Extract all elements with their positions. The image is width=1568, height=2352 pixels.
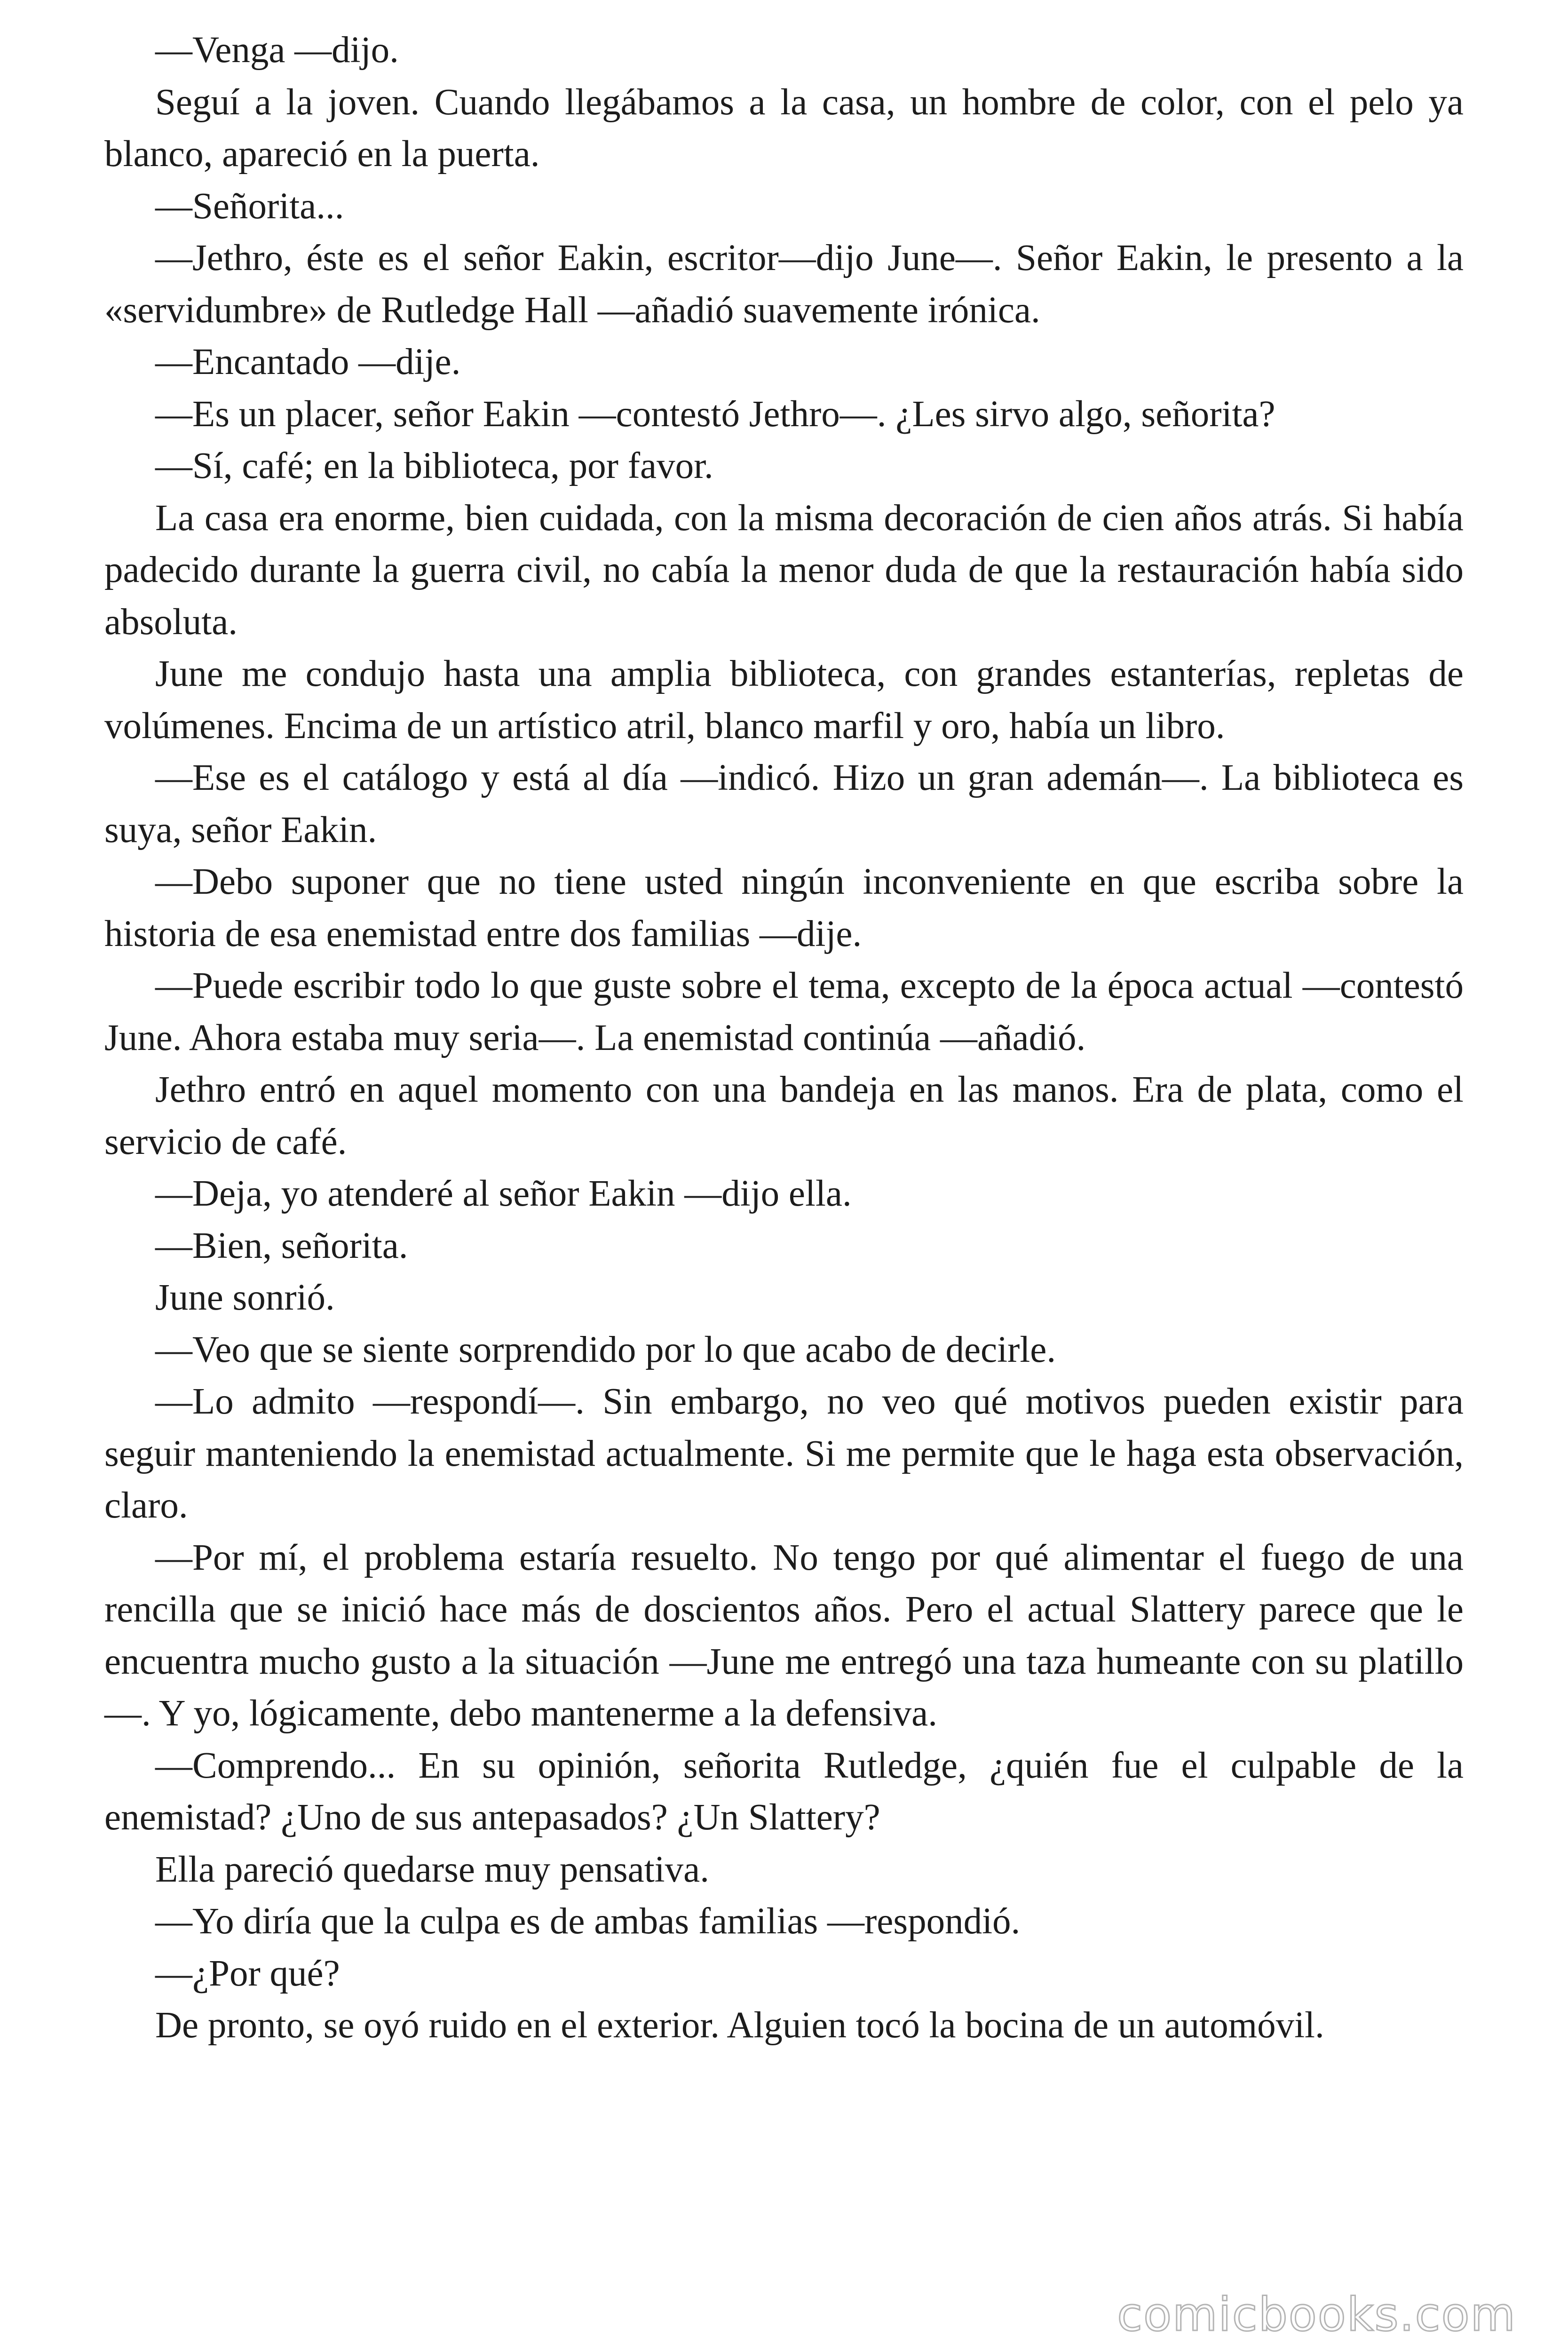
paragraph: June sonrió. (155, 1277, 335, 1318)
paragraph: —Bien, señorita. (155, 1225, 408, 1266)
paragraph: La casa era enorme, bien cuidada, con la misma decoración de cien años atrás. Si había padecido durante la guerra civil, no cabía la menor duda de que la restauración había sido absoluta. (104, 497, 1464, 643)
paragraph: —¿Por qué? (155, 1953, 340, 1994)
paragraph: —Ese es el catálogo y está al día —indicó. Hizo un gran ademán—. La biblioteca es suya, señor Eakin. (104, 757, 1464, 850)
paragraph: Seguí a la joven. Cuando llegábamos a la casa, un hombre de color, con el pelo ya blanco, apareció en la puerta. (104, 81, 1464, 175)
paragraph: —Jethro, éste es el señor Eakin, escritor—dijo June—. Señor Eakin, le presento a la «servidumbre» de Rutledge Hall —añadió suavemente irónica. (104, 238, 1464, 331)
paragraph: —Deja, yo atenderé al señor Eakin —dijo ella. (155, 1173, 852, 1214)
paragraph: —Venga —dijo. (155, 30, 399, 71)
page-body (104, 24, 1464, 2052)
paragraph: —Yo diría que la culpa es de ambas familias —respondió. (155, 1901, 1021, 1942)
paragraph: —Por mí, el problema estaría resuelto. No tengo por qué alimentar el fuego de una rencilla que se inició hace más de doscientos años. Pero el actual Slattery parece que le encuentra mucho gusto a la situación —June me entregó una taza humeante con su platillo—. Y yo, lógicamente, debo mantenerme a la defensiva. (104, 1537, 1464, 1734)
paragraph: —Debo suponer que no tiene usted ningún inconveniente en que escriba sobre la historia de esa enemistad entre dos familias —dije. (104, 861, 1464, 954)
paragraph: De pronto, se oyó ruido en el exterior. Alguien tocó la bocina de un automóvil. (155, 2005, 1324, 2046)
paragraph: —Sí, café; en la biblioteca, por favor. (155, 445, 713, 486)
paragraph: —Encantado —dije. (155, 342, 461, 382)
paragraph: —Puede escribir todo lo que guste sobre el tema, excepto de la época actual —contestó June. Ahora estaba muy seria—. La enemistad continúa —añadió. (104, 965, 1464, 1058)
paragraph: —Veo que se siente sorprendido por lo que acabo de decirle. (155, 1329, 1056, 1370)
paragraph: —Es un placer, señor Eakin —contestó Jethro—. ¿Les sirvo algo, señorita? (155, 393, 1275, 435)
paragraph: Jethro entró en aquel momento con una bandeja en las manos. Era de plata, como el servicio de café. (104, 1069, 1464, 1162)
watermark-text: comicbooks.com (1117, 2288, 1516, 2342)
paragraph: —Lo admito —respondí—. Sin embargo, no veo qué motivos pueden existir para seguir manteniendo la enemistad actualmente. Si me permite que le haga esta observación, claro. (104, 1381, 1464, 1526)
paragraph: Ella pareció quedarse muy pensativa. (155, 1849, 709, 1890)
paragraph: June me condujo hasta una amplia biblioteca, con grandes estanterías, repletas de volúmenes. Encima de un artístico atril, blanco marfil y oro, había un libro. (104, 653, 1464, 747)
paragraph: —Señorita... (155, 185, 344, 227)
paragraph: —Comprendo... En su opinión, señorita Rutledge, ¿quién fue el culpable de la enemistad? ¿Uno de sus antepasados? ¿Un Slattery? (104, 1745, 1464, 1838)
